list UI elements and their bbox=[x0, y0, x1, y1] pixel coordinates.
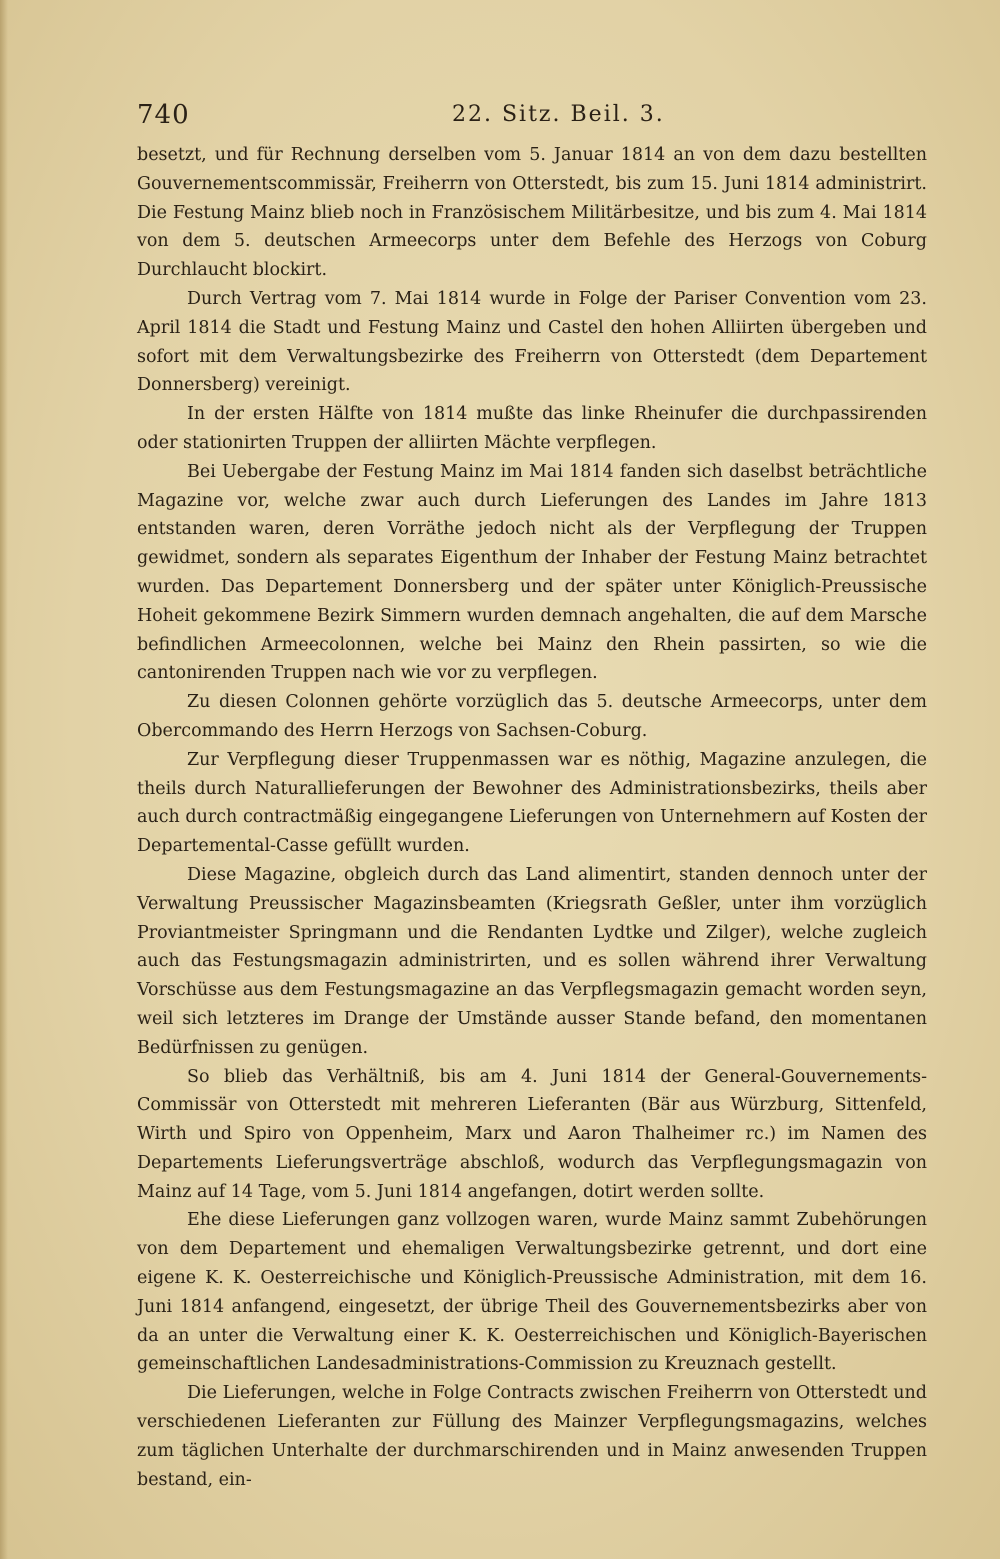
page-number: 740 bbox=[137, 100, 190, 130]
paragraph: Diese Magazine, obgleich durch das Land alimentirt, standen dennoch unter der Verwaltung Preussischer Magazinsbeamten (Kriegsrath Geßler, unter ihm vorzüglich Proviantmeister Springmann und die Rendanten Lydtke und Zilger), welche zugleich auch das Festungsmagazin administrirten, und es sollen während ihrer Verwaltung Vorschüsse aus dem Festungsmagazine an das Verpflegsmagazin gemacht worden seyn, weil sich letzteres im Drange der Umstände ausser Stande befand, den momentanen Bedürfnissen zu genügen. bbox=[137, 864, 927, 1058]
paragraph: besetzt, und für Rechnung derselben vom 5. Januar 1814 an von dem dazu bestellten Gouvernementscommissär, Freiherrn von Otterstedt, bis zum 15. Juni 1814 administrirt. Die Festung Mainz blieb noch in Französischem Militärbesitze, und bis zum 4. Mai 1814 von dem 5. deutschen Armeecorps unter dem Befehle des Herzogs von Coburg Durchlaucht blockirt. bbox=[137, 145, 927, 281]
paragraph: Ehe diese Lieferungen ganz vollzogen waren, wurde Mainz sammt Zubehörungen von dem Departement und ehemaligen Verwaltungsbezirke getrennt, und dort eine eigene K. K. Oesterreichische und Königlich-Preussische Administration, mit dem 16. Juni 1814 anfangend, eingesetzt, der übrige Theil des Gouvernementsbezirks aber von da an unter die Verwaltung einer K. K. Oesterreichischen und Königlich-Bayerischen gemeinschaftlichen Landesadministrations-Commission zu Kreuznach gestellt. bbox=[137, 1210, 927, 1375]
paragraph: Durch Vertrag vom 7. Mai 1814 wurde in Folge der Pariser Convention vom 23. April 1814 die Stadt und Festung Mainz und Castel den hohen Alliirten übergeben und sofort mit dem Verwaltungsbezirke des Freiherrn von Otterstedt (dem Departement Donnersberg) vereinigt. bbox=[137, 288, 927, 396]
body-text bbox=[137, 141, 927, 1494]
paragraph: Bei Uebergabe der Festung Mainz im Mai 1814 fanden sich daselbst beträchtliche Magazine vor, welche zwar auch durch Lieferungen des Landes im Jahre 1813 entstanden waren, deren Vorräthe jedoch nicht als der Verpflegung der Truppen gewidmet, sondern als separates Eigenthum der Inhaber der Festung Mainz betrachtet wurden. Das Departement Donnersberg und der später unter Königlich-Preussische Hoheit gekommene Bezirk Simmern wurden demnach angehalten, die auf dem Marsche befindlichen Armeecolonnen, welche bei Mainz den Rhein passirten, so wie die cantonirenden Truppen nach wie vor zu verpflegen. bbox=[137, 461, 927, 684]
paragraph: Die Lieferungen, welche in Folge Contracts zwischen Freiherrn von Otterstedt und verschiedenen Lieferanten zur Füllung des Mainzer Verpflegungsmagazins, welches zum täglichen Unterhalte der durchmarschirenden und in Mainz anwesenden Truppen bestand, ein- bbox=[137, 1383, 927, 1490]
running-head: 22. Sitz. Beil. 3. bbox=[452, 102, 665, 127]
page-header bbox=[137, 96, 927, 136]
paragraph: Zu diesen Colonnen gehörte vorzüglich das 5. deutsche Armeecorps, unter dem Obercommando des Herrn Herzogs von Sachsen-Coburg. bbox=[137, 692, 927, 741]
paragraph: So blieb das Verhältniß, bis am 4. Juni 1814 der General-Gouvernements-Commissär von Otterstedt mit mehreren Lieferanten (Bär aus Würzburg, Sittenfeld, Wirth und Spiro von Oppenheim, Marx und Aaron Thalheimer rc.) im Namen des Departements Lieferungsverträge abschloß, wodurch das Verpflegungsmagazin von Mainz auf 14 Tage, vom 5. Juni 1814 angefangen, dotirt werden sollte. bbox=[137, 1066, 927, 1202]
page-edge-shadow bbox=[0, 0, 8, 1559]
paragraph: Zur Verpflegung dieser Truppenmassen war es nöthig, Magazine anzulegen, die theils durch Naturallieferungen der Bewohner des Administrationsbezirks, theils aber auch durch contractmäßig eingegangene Lieferungen von Unternehmern auf Kosten der Departemental-Casse gefüllt wurden. bbox=[137, 749, 927, 857]
paragraph: In der ersten Hälfte von 1814 mußte das linke Rheinufer die durchpassirenden oder stationirten Truppen der alliirten Mächte verpflegen. bbox=[137, 404, 927, 453]
